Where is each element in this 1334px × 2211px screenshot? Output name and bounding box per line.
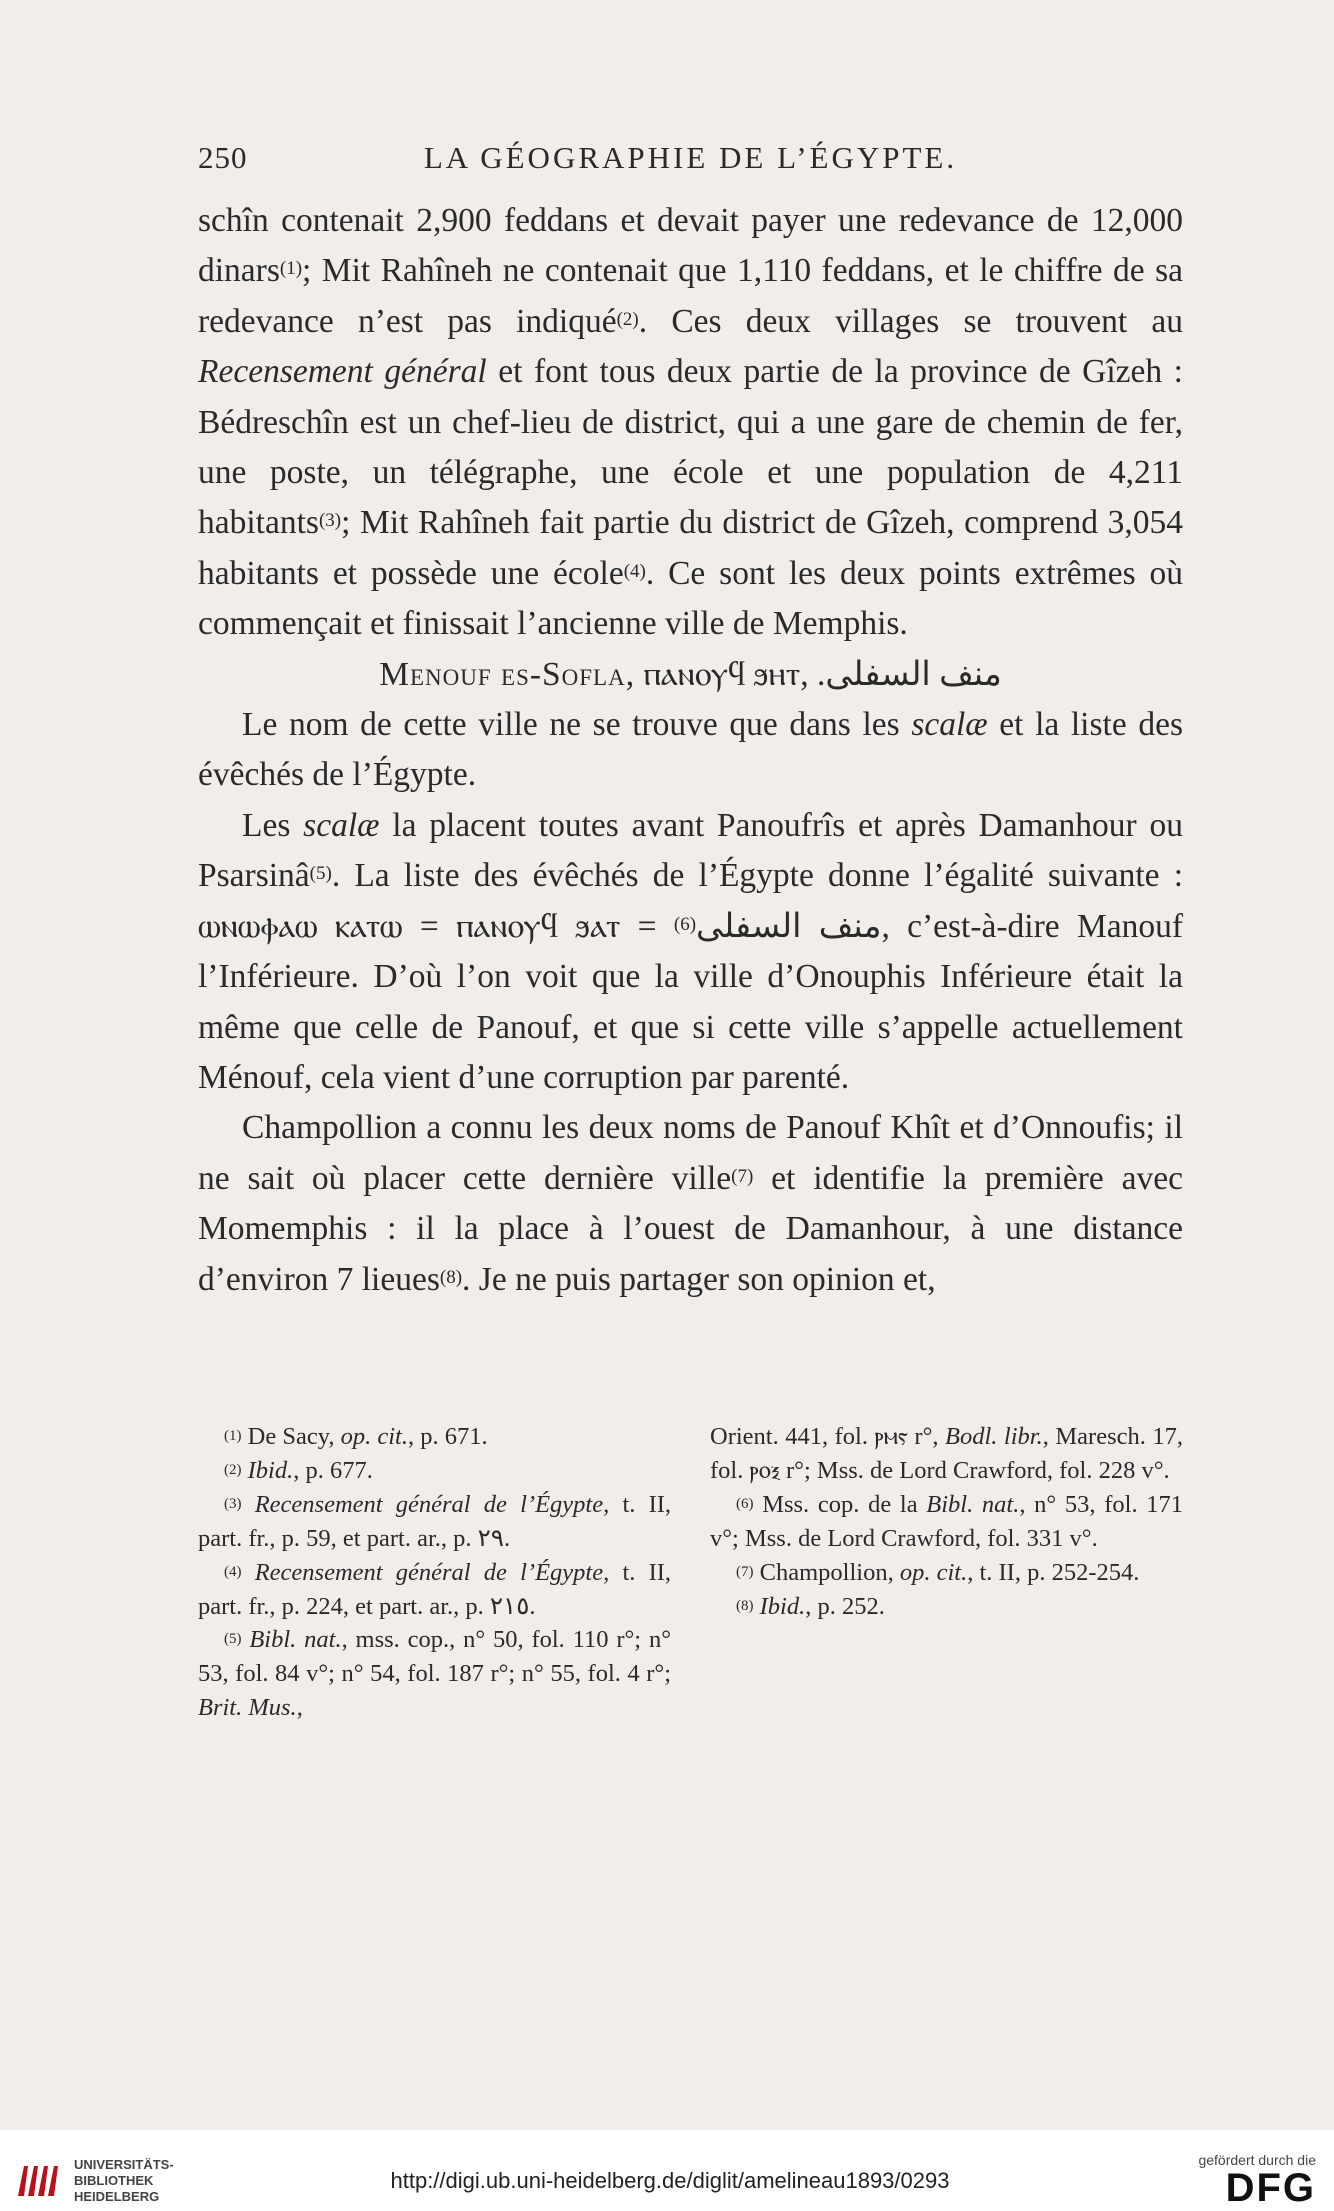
heading-arabic: منف السفلى. bbox=[816, 655, 1002, 693]
paragraph-1 bbox=[198, 196, 1183, 650]
footnote-8 bbox=[710, 1590, 1183, 1624]
footnote-ref-4: (4) bbox=[623, 560, 646, 582]
text-run: Le nom de cette ville ne se trouve que dans les bbox=[242, 706, 912, 744]
text-run: t. II, part. fr., p. 59, et part. ar., p. ٢٩. bbox=[198, 1490, 672, 1552]
text-run: ; Mit Rahîneh ne contenait que 1,110 feddans, et le chiffre de sa redevance n’est pas indiqué bbox=[198, 252, 1183, 340]
italic-text: Brit. Mus. bbox=[198, 1694, 297, 1722]
footnote-6 bbox=[710, 1488, 1183, 1556]
paragraph-3 bbox=[198, 801, 1183, 1103]
footnote-1 bbox=[198, 1420, 671, 1454]
footnote-mark: (6) bbox=[736, 1495, 754, 1512]
footnote-ref-6: (6) bbox=[673, 913, 697, 935]
paragraph-4 bbox=[198, 1103, 1183, 1305]
footnote-ref-3: (3) bbox=[318, 510, 342, 532]
heading-coptic: ⲡⲁⲛⲟⲩϥ ϧⲏⲧ, bbox=[643, 655, 809, 693]
footnote-ref-1: (1) bbox=[279, 258, 303, 280]
text-run: et la liste des évêchés de l’Égypte. bbox=[198, 706, 1183, 794]
footnote-mark: (5) bbox=[224, 1631, 242, 1648]
text-run: , p. 677. bbox=[293, 1456, 373, 1484]
text-run: t. II, part. fr., p. 224, et part. ar., p. ٢١٥. bbox=[198, 1558, 672, 1620]
university-library-logo-icon bbox=[14, 2160, 64, 2200]
text-run: . Je ne puis partager son opinion et, bbox=[462, 1260, 936, 1298]
text-run: , bbox=[296, 1694, 303, 1722]
italic-term: scalæ bbox=[303, 806, 380, 844]
italic-text: Ibid. bbox=[759, 1592, 806, 1620]
footnote-ref-5: (5) bbox=[309, 863, 332, 885]
footnote-mark: (7) bbox=[736, 1563, 754, 1580]
italic-text: op. cit. bbox=[899, 1558, 968, 1586]
text-run: Les bbox=[242, 806, 304, 844]
coptic-equation: ⲱⲛⲱⲫⲁⲱ ⲕⲁⲧⲱ = ⲡⲁⲛⲟⲩϥ ϧⲁⲧ = منف السفلى bbox=[198, 907, 882, 945]
source-url-link[interactable]: http://digi.ub.uni-heidelberg.de/diglit/amelineau1893/0293 bbox=[390, 2168, 950, 2193]
running-title: LA GÉOGRAPHIE DE L’ÉGYPTE. bbox=[423, 140, 958, 175]
text-run: De Sacy, bbox=[247, 1423, 341, 1450]
footnote-ref-7: (7) bbox=[731, 1165, 754, 1187]
footnote-ref-2: (2) bbox=[616, 308, 639, 330]
text-run: Mss. cop. de la bbox=[762, 1490, 927, 1518]
italic-text: Bibl. nat. bbox=[249, 1626, 342, 1654]
footnote-ref-8: (8) bbox=[439, 1266, 463, 1288]
text-run: la placent toutes avant Panoufrîs et après Damanhour ou Psarsinâ bbox=[198, 806, 1183, 895]
paragraph-2 bbox=[198, 700, 1183, 801]
text-run: , Maresch. 17, fol. ⲣⲟⲝ r°; Mss. de Lord Crawford, fol. 228 v°. bbox=[710, 1423, 1183, 1484]
italic-text: op. cit. bbox=[340, 1423, 408, 1450]
text-run: , t. II, p. 252-254. bbox=[967, 1558, 1140, 1586]
italic-term: scalæ bbox=[911, 706, 988, 744]
text-run: . La liste des évêchés de l’Égypte donne l’égalité suivante : bbox=[331, 857, 1183, 895]
text-run: Champollion, bbox=[759, 1558, 900, 1586]
text-run: , n° 53, fol. 171 v°; Mss. de Lord Crawford, fol. 331 v°. bbox=[710, 1490, 1184, 1552]
footnote-mark: (3) bbox=[224, 1495, 242, 1512]
page-number: 250 bbox=[198, 140, 248, 175]
text-run: schîn contenait 2,900 feddans et devait payer une redevance de 12,000 dinars bbox=[198, 202, 1183, 290]
text-run: . Ces deux villages se trouvent au bbox=[638, 302, 1184, 340]
text-run: Orient. 441, fol. ⲣⲙⲋ r°, bbox=[710, 1423, 946, 1450]
footnote-7 bbox=[710, 1556, 1183, 1590]
footnotes-left-column bbox=[198, 1420, 671, 1725]
footnote-5 bbox=[198, 1623, 671, 1725]
italic-text: Recensement général de l’Égypte, bbox=[254, 1558, 610, 1586]
library-name bbox=[74, 2157, 174, 2205]
footnote-5-continued bbox=[710, 1420, 1183, 1488]
text-run: et font tous deux partie de la province de Gîzeh : Bédreschîn est un chef-lieu de district, qui a une gare de chemin de fer, une poste, un télégraphe, une école et une population de 4,211 habitants bbox=[198, 353, 1183, 542]
text-run: , p. 252. bbox=[805, 1592, 885, 1620]
text-run: , c’est-à-dire Manouf l’Inférieure. D’où l’on voit que la ville d’Onouphis Inférieure était la même que celle de Panouf, et que si cette ville s’appelle actuellement Ménouf, cela vient d’une corruption par parenté. bbox=[198, 907, 1184, 1096]
text-run: et identifie la première avec Momemphis : il la place à l’ouest de Damanhour, à une distance d’environ 7 lieues bbox=[198, 1159, 1183, 1298]
library-line: UNIVERSITÄTS- bbox=[74, 2157, 174, 2172]
heading-latin: Menouf es-Sofla, bbox=[379, 655, 636, 693]
text-run: ; Mit Rahîneh fait partie du district de Gîzeh, comprend 3,054 habitants et possède une école bbox=[198, 504, 1183, 592]
italic-text: Recensement général de l’Égypte, bbox=[254, 1490, 610, 1518]
dfg-logo: DFG bbox=[1225, 2166, 1316, 2210]
text-run: . Ce sont les deux points extrêmes où commençait et finissait l’ancienne ville de Memphis. bbox=[198, 554, 1183, 643]
text-run: , p. 671. bbox=[407, 1423, 488, 1450]
footnote-2 bbox=[198, 1454, 671, 1488]
footnote-mark: (2) bbox=[224, 1461, 242, 1478]
italic-text: Ibid. bbox=[247, 1456, 294, 1484]
footnote-mark: (1) bbox=[224, 1428, 242, 1444]
section-heading bbox=[198, 650, 1183, 700]
footnote-mark: (4) bbox=[224, 1563, 242, 1580]
text-run: Champollion a connu les deux noms de Panouf Khît et d’Onnoufis; il ne sait où placer cette dernière ville bbox=[198, 1109, 1183, 1197]
footnote-3 bbox=[198, 1488, 671, 1556]
italic-title: Recensement général bbox=[198, 353, 487, 391]
dfg-caption: gefördert durch die bbox=[1198, 2152, 1316, 2168]
italic-text: Bibl. nat. bbox=[926, 1490, 1020, 1518]
running-head bbox=[198, 140, 1183, 180]
footnote-4 bbox=[198, 1556, 671, 1624]
italic-text: Bodl. libr. bbox=[945, 1423, 1043, 1450]
footnotes-right-column bbox=[710, 1420, 1183, 1623]
library-line: BIBLIOTHEK bbox=[74, 2173, 154, 2188]
footnote-mark: (8) bbox=[736, 1597, 754, 1614]
text-run: , mss. cop., n° 50, fol. 110 r°; n° 53, fol. 84 v°; n° 54, fol. 187 r°; n° 55, fol. 4 r°; bbox=[198, 1626, 671, 1688]
main-text bbox=[198, 196, 1183, 1305]
library-line: HEIDELBERG bbox=[74, 2189, 160, 2204]
